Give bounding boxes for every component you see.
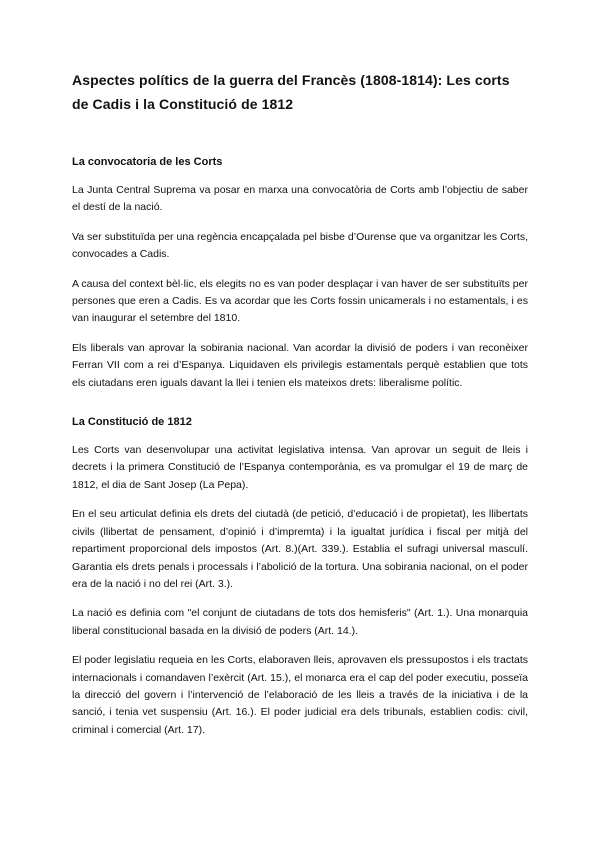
section-constitucio (72, 414, 528, 739)
paragraph: Els liberals van aprovar la sobirania nacional. Van acordar la divisió de poders i van reconèixer Ferran VII com a rei d’Espanya. Liquidaven els privilegis estamentals perquè establien que tots els ciutadans eren iguals davant la llei i tenien els mateixos drets: liberalisme polític. (72, 341, 528, 389)
paragraph: A causa del context bèl·lic, els elegits no es van poder desplaçar i van haver de ser substituïts per persones que eren a Cadis. Es va acordar que les Corts fossin unicamerals i no estamentals, i es van inaugurar el setembre del 1810. (72, 277, 528, 325)
paragraph: En el seu articulat definia els drets del ciutadà (de petició, d’educació i de propietat), les llibertats civils (llibertat de pensament, d’opinió i d’impremta) i la igualtat jurídica i fiscal per mitjà del repartiment proporcional dels impostos (Art. 8.)(Art. 339.). Establia el sufragi universal masculí. Garantia els drets penals i processals i l’abolició de la tortura. Una sobirania nacional, on el poder era de la nació i no del rei (Art. 3.). (72, 508, 528, 590)
paragraph: La nació es definia com "el conjunt de ciutadans de tots dos hemisferis" (Art. 1.). Una monarquia liberal constitucional basada en la divisió de poders (Art. 14.). (72, 607, 528, 637)
paragraph: Les Corts van desenvolupar una activitat legislativa intensa. Van aprovar un seguit de lleis i decrets i la primera Constitució de l’Espanya contemporània, es va promulgar el 19 de març de 1812, el dia de Sant Josep (La Pepa). (72, 444, 528, 491)
section-heading: La Constitució de 1812 (72, 416, 192, 429)
paragraph: La Junta Central Suprema va posar en marxa una convocatòria de Corts amb l’objectiu de saber el destí de la nació. (72, 184, 528, 214)
paragraph: Va ser substituïda per una regència encapçalada pel bisbe d’Ourense que va organitzar les Corts, convocades a Cadis. (72, 230, 528, 261)
paragraph: El poder legislatiu requeia en les Corts, elaboraven lleis, aprovaven els pressupostos i els tractats internacionals i comandaven l’exèrcit (Art. 15.), el monarca era el cap del poder executiu, posseïa la direcció del govern i l’intervenció de l’elaboració de les lleis a través de la iniciativa i de la sanció, i tenia vet suspensiu (Art. 16.). El poder judicial era dels tribunals, establien codis: civil, criminal i comercial (Art. 17). (72, 654, 528, 736)
section-convocatoria (72, 154, 528, 392)
document-title: Aspectes polítics de la guerra del Francès (1808-1814): Les corts de Cadis i la Constitució de 1812 (72, 72, 510, 112)
section-heading: La convocatoria de les Corts (72, 156, 223, 168)
